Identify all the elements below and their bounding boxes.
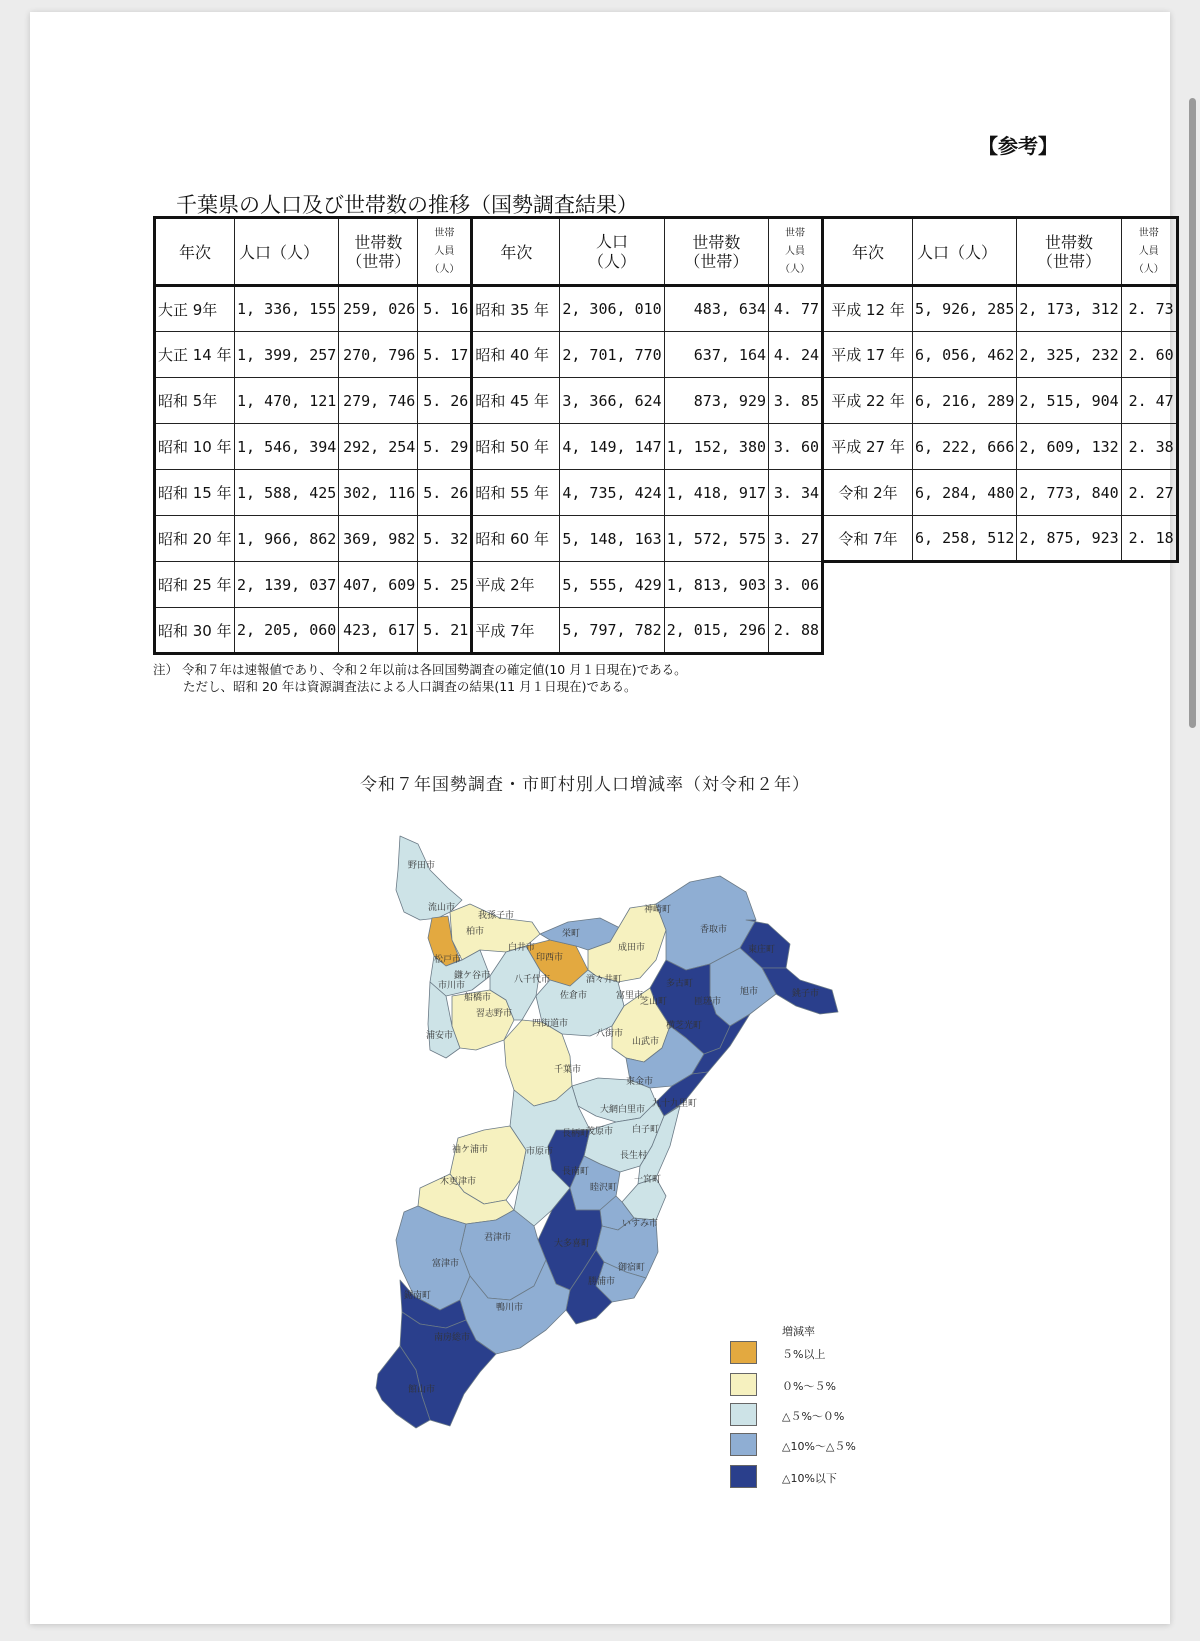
cell-households: 1, 418, 917 (664, 470, 768, 516)
cell-households: 369, 982 (339, 516, 418, 562)
header-per-household-3-3: （人） (1133, 263, 1164, 275)
cell-per-household: 2. 18 (1121, 516, 1177, 562)
cell-year: 昭和 55 年 (472, 470, 560, 516)
cell-households: 292, 254 (339, 424, 418, 470)
map-city-label: 野田市 (408, 861, 436, 871)
legend-label: ０%～５% (782, 1380, 836, 1393)
legend-label: △10%～△５% (782, 1440, 856, 1453)
header-per-household-3: （人） (429, 263, 460, 275)
empty-cell (913, 608, 1017, 654)
table-header-row (155, 218, 1178, 286)
map-city-label: 酒々井町 (586, 975, 623, 985)
header-per-household (418, 218, 472, 286)
table-row (155, 286, 1178, 332)
cell-year: 平成 22 年 (823, 378, 913, 424)
cell-per-household: 2. 38 (1121, 424, 1177, 470)
map-city-label: 我孫子市 (478, 911, 515, 921)
cell-per-household: 4. 77 (769, 286, 823, 332)
header-population-2-unit: （人） (588, 251, 637, 271)
legend-item (730, 1403, 950, 1429)
cell-households: 270, 796 (339, 332, 418, 378)
cell-households: 302, 116 (339, 470, 418, 516)
cell-year: 昭和 50 年 (472, 424, 560, 470)
cell-per-household: 5. 16 (418, 286, 472, 332)
header-households-3 (1017, 218, 1121, 286)
map-city-label: 茂原市 (586, 1127, 614, 1137)
cell-year: 昭和 20 年 (155, 516, 235, 562)
cell-year: 昭和 15 年 (155, 470, 235, 516)
cell-households: 407, 609 (339, 562, 418, 608)
table-row (155, 424, 1178, 470)
map-city-label: 睦沢町 (590, 1183, 618, 1193)
cell-households: 1, 572, 575 (664, 516, 768, 562)
header-year: 年次 (155, 218, 235, 286)
legend-item (730, 1465, 950, 1491)
cell-year: 平成 27 年 (823, 424, 913, 470)
cell-population: 2, 306, 010 (560, 286, 664, 332)
cell-households: 2, 173, 312 (1017, 286, 1121, 332)
table-title: 千葉県の人口及び世帯数の推移（国勢調査結果） (176, 193, 638, 217)
header-households-label: 世帯数 (354, 232, 403, 252)
cell-per-household: 3. 27 (769, 516, 823, 562)
cell-per-household: 2. 47 (1121, 378, 1177, 424)
cell-per-household: 2. 27 (1121, 470, 1177, 516)
map-city-label: 匝瑳市 (694, 997, 722, 1007)
cell-population: 5, 555, 429 (560, 562, 664, 608)
header-households-3-unit: （世帯） (1037, 251, 1102, 271)
table-row (155, 470, 1178, 516)
map-city-label: 神崎町 (644, 905, 672, 915)
map-city-label: 千葉市 (554, 1065, 582, 1075)
cell-per-household: 3. 34 (769, 470, 823, 516)
empty-cell (1121, 608, 1177, 654)
cell-population: 1, 966, 862 (235, 516, 339, 562)
header-households-2-label: 世帯数 (692, 232, 741, 252)
cell-population: 1, 546, 394 (235, 424, 339, 470)
cell-year: 昭和 40 年 (472, 332, 560, 378)
cell-year: 令和 7年 (823, 516, 913, 562)
empty-cell (1017, 562, 1121, 608)
map-city-label: 山武市 (632, 1037, 660, 1047)
cell-per-household: 2. 88 (769, 608, 823, 654)
cell-population: 1, 588, 425 (235, 470, 339, 516)
header-households-unit: （世帯） (346, 251, 411, 271)
legend-item (730, 1373, 950, 1399)
header-households-2-unit: （世帯） (684, 251, 749, 271)
legend-item (730, 1433, 950, 1459)
header-per-household-3-1: 世帯 (1138, 227, 1159, 239)
cell-year: 大正 9年 (155, 286, 235, 332)
empty-cell (1121, 562, 1177, 608)
map-city-label: 松戸市 (434, 955, 462, 965)
map-city-label: 市川市 (438, 981, 466, 991)
cell-population: 1, 336, 155 (235, 286, 339, 332)
table-row (155, 608, 1178, 654)
cell-households: 1, 813, 903 (664, 562, 768, 608)
header-per-household-3-2: 人員 (1138, 245, 1159, 257)
map-city-label: 鋸南町 (404, 1291, 432, 1301)
legend-label: ５%以上 (782, 1348, 826, 1361)
map-city-label: 四街道市 (532, 1019, 569, 1029)
header-population: 人口（人） (235, 218, 339, 286)
cell-households: 2, 875, 923 (1017, 516, 1121, 562)
cell-population: 4, 149, 147 (560, 424, 664, 470)
table-note (153, 661, 687, 695)
legend-label: △５%～０% (782, 1410, 845, 1423)
cell-per-household: 2. 73 (1121, 286, 1177, 332)
reference-label: 【参考】 (978, 134, 1058, 158)
empty-cell (823, 608, 913, 654)
cell-year: 昭和 45 年 (472, 378, 560, 424)
map-city-label: 長生村 (620, 1151, 648, 1161)
header-per-household-3 (1121, 218, 1177, 286)
map-city-label: 長南町 (562, 1167, 590, 1177)
cell-population: 6, 258, 512 (913, 516, 1017, 562)
cell-year: 昭和 10 年 (155, 424, 235, 470)
cell-households: 2, 773, 840 (1017, 470, 1121, 516)
map-city-label: 印西市 (536, 953, 564, 963)
map-city-label: 東金市 (626, 1077, 654, 1087)
map-city-label: 習志野市 (476, 1009, 513, 1019)
map-city-label: 富里市 (616, 991, 644, 1001)
cell-per-household: 5. 21 (418, 608, 472, 654)
map-city-label: 袖ケ浦市 (452, 1145, 489, 1155)
cell-per-household: 5. 17 (418, 332, 472, 378)
note-line-2: ただし、昭和 20 年は資源調査法による人口調査の結果(11 月１日現在)である。 (183, 679, 637, 694)
map-city-label: 流山市 (428, 903, 456, 913)
map-city-label: 白井市 (508, 943, 536, 953)
header-households (339, 218, 418, 286)
map-city-label: 東庄町 (748, 945, 776, 955)
map-city-label: 大多喜町 (554, 1239, 591, 1249)
cell-year: 大正 14 年 (155, 332, 235, 378)
header-households-3-label: 世帯数 (1045, 232, 1094, 252)
legend-title: 増減率 (782, 1325, 815, 1338)
map-city-label: 旭市 (740, 987, 759, 997)
cell-population: 2, 701, 770 (560, 332, 664, 378)
map-city-label: 成田市 (618, 943, 646, 953)
cell-year: 昭和 60 年 (472, 516, 560, 562)
map-city-label: 香取市 (700, 925, 728, 935)
note-line-1: 注） 令和７年は速報値であり、令和２年以前は各回国勢調査の確定値(10 月１日現在)である。 (153, 662, 687, 677)
map-city-label: 佐倉市 (560, 991, 588, 1001)
cell-households: 637, 164 (664, 332, 768, 378)
cell-per-household: 5. 25 (418, 562, 472, 608)
cell-per-household: 5. 26 (418, 378, 472, 424)
legend-swatch (730, 1373, 757, 1396)
header-year-2: 年次 (472, 218, 560, 286)
map-city-label: 芝山町 (640, 997, 668, 1007)
header-per-household-2-3: （人） (780, 263, 811, 275)
cell-year: 平成 17 年 (823, 332, 913, 378)
cell-population: 1, 399, 257 (235, 332, 339, 378)
cell-households: 259, 026 (339, 286, 418, 332)
table-row (155, 332, 1178, 378)
table-body (155, 286, 1178, 654)
cell-population: 5, 797, 782 (560, 608, 664, 654)
map-city-label: 館山市 (408, 1385, 436, 1395)
cell-population: 2, 139, 037 (235, 562, 339, 608)
map-city-label: 柏市 (466, 927, 485, 937)
map-city-label: 浦安市 (426, 1031, 454, 1041)
map-city-label: 一宮町 (634, 1175, 662, 1185)
header-per-household-2: 人員 (434, 245, 455, 257)
map-city-label: 鴨川市 (496, 1303, 524, 1313)
map-city-label: 木更津市 (440, 1177, 477, 1187)
map-city-label: 船橋市 (464, 993, 492, 1003)
cell-population: 4, 735, 424 (560, 470, 664, 516)
legend-swatch (730, 1403, 757, 1426)
table-row (155, 378, 1178, 424)
cell-population: 6, 222, 666 (913, 424, 1017, 470)
map-city-label: 大網白里市 (600, 1105, 646, 1115)
cell-year: 昭和 5年 (155, 378, 235, 424)
map-city-label: 君津市 (484, 1233, 512, 1243)
cell-households: 2, 015, 296 (664, 608, 768, 654)
map-city-label: 八千代市 (514, 975, 551, 985)
map-city-label: 御宿町 (618, 1263, 646, 1273)
legend-swatch (730, 1465, 757, 1488)
cell-year: 平成 2年 (472, 562, 560, 608)
cell-households: 1, 152, 380 (664, 424, 768, 470)
cell-year: 昭和 25 年 (155, 562, 235, 608)
empty-cell (1017, 608, 1121, 654)
cell-households: 2, 515, 904 (1017, 378, 1121, 424)
header-per-household-1: 世帯 (434, 227, 455, 239)
cell-population: 6, 216, 289 (913, 378, 1017, 424)
map-city-label: 長柄町 (562, 1129, 590, 1139)
header-population-2-label: 人口 (596, 231, 629, 251)
map-city-label: 八街市 (596, 1029, 624, 1039)
header-per-household-2-1: 世帯 (785, 227, 806, 239)
cell-households: 2, 325, 232 (1017, 332, 1121, 378)
cell-households: 423, 617 (339, 608, 418, 654)
cell-population: 3, 366, 624 (560, 378, 664, 424)
scrollbar[interactable] (1189, 98, 1196, 728)
cell-per-household: 5. 32 (418, 516, 472, 562)
map-city-label: いすみ市 (622, 1219, 659, 1229)
cell-households: 2, 609, 132 (1017, 424, 1121, 470)
map-city-label: 横芝光町 (666, 1021, 703, 1031)
cell-year: 昭和 35 年 (472, 286, 560, 332)
map-city-label: 富津市 (432, 1259, 460, 1269)
cell-per-household: 2. 60 (1121, 332, 1177, 378)
header-population-2 (560, 218, 664, 286)
empty-cell (913, 562, 1017, 608)
cell-per-household: 5. 26 (418, 470, 472, 516)
cell-population: 1, 470, 121 (235, 378, 339, 424)
header-per-household-2 (769, 218, 823, 286)
legend-item (730, 1341, 950, 1367)
map-city-label: 九十九里町 (652, 1099, 698, 1109)
table-row (155, 562, 1178, 608)
cell-households: 279, 746 (339, 378, 418, 424)
table-row (155, 516, 1178, 562)
map-city-label: 鎌ケ谷市 (454, 971, 491, 981)
map-city-label: 南房総市 (434, 1333, 471, 1343)
map-title: 令和７年国勢調査・市町村別人口増減率（対令和２年） (360, 775, 810, 795)
cell-households: 873, 929 (664, 378, 768, 424)
population-table (153, 216, 1179, 655)
cell-population: 5, 926, 285 (913, 286, 1017, 332)
cell-year: 平成 7年 (472, 608, 560, 654)
map-city-label: 勝浦市 (588, 1277, 616, 1287)
cell-per-household: 3. 85 (769, 378, 823, 424)
legend-swatch (730, 1433, 757, 1456)
cell-population: 5, 148, 163 (560, 516, 664, 562)
empty-cell (823, 562, 913, 608)
header-households-2 (664, 218, 768, 286)
legend-label: △10%以下 (782, 1472, 837, 1485)
cell-per-household: 5. 29 (418, 424, 472, 470)
cell-per-household: 3. 06 (769, 562, 823, 608)
header-population-3: 人口（人） (913, 218, 1017, 286)
cell-year: 昭和 30 年 (155, 608, 235, 654)
map-city-label: 多古町 (666, 979, 694, 989)
cell-per-household: 3. 60 (769, 424, 823, 470)
legend-swatch (730, 1341, 757, 1364)
cell-households: 483, 634 (664, 286, 768, 332)
cell-year: 令和 2年 (823, 470, 913, 516)
cell-population: 6, 056, 462 (913, 332, 1017, 378)
map-city-label: 市原市 (526, 1147, 554, 1157)
map-city-label: 銚子市 (792, 989, 820, 999)
header-per-household-2-2: 人員 (785, 245, 806, 257)
cell-population: 2, 205, 060 (235, 608, 339, 654)
map-city-label: 栄町 (562, 929, 581, 939)
cell-population: 6, 284, 480 (913, 470, 1017, 516)
header-year-3: 年次 (823, 218, 913, 286)
cell-per-household: 4. 24 (769, 332, 823, 378)
cell-year: 平成 12 年 (823, 286, 913, 332)
map-city-label: 白子町 (632, 1125, 660, 1135)
